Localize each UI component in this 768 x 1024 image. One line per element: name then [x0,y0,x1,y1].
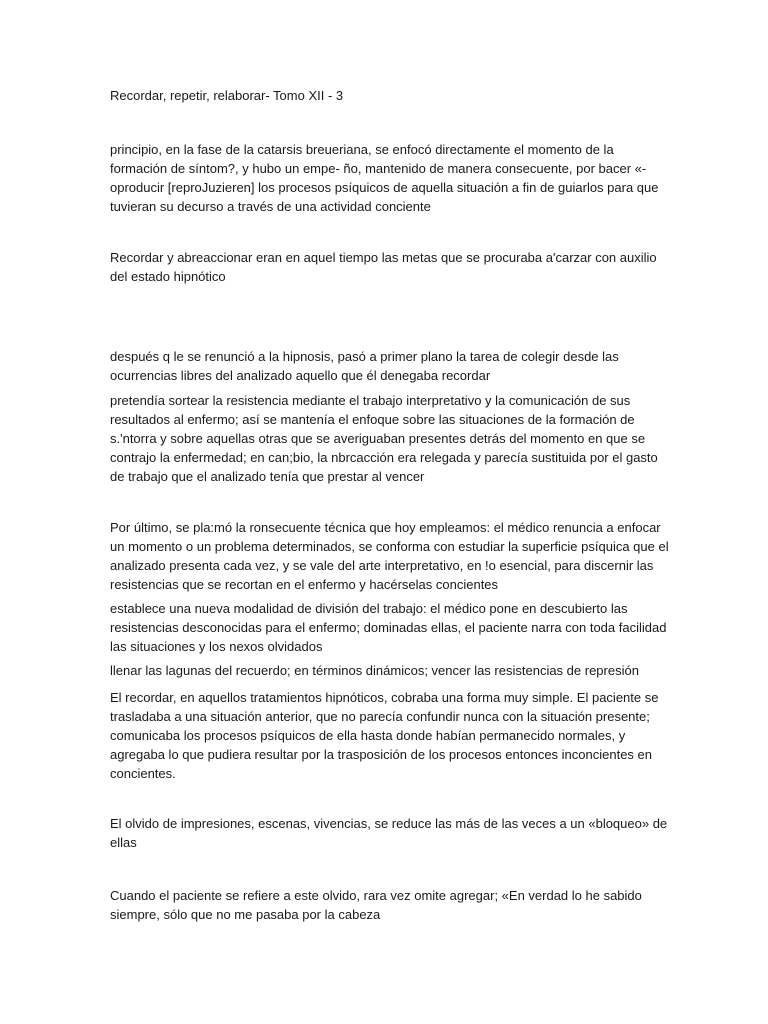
document-title: Recordar, repetir, relaborar- Tomo XII - 3 [110,88,344,103]
paragraph-10: Cuando el paciente se refiere a este olvido, rara vez omite agregar; «En verdad lo he sabido siempre, sólo que no me pasaba por la cabeza [110,888,642,922]
paragraph-7: llenar las lagunas del recuerdo; en términos dinámicos; vencer las resistencias de represión [110,663,639,678]
paragraph-3: después q le se renunció a la hipnosis, pasó a primer plano la tarea de colegir desde las ocurrencias libres del analizado aquello que él denegaba recordar [110,349,619,383]
paragraph-4: pretendía sortear la resistencia mediante el trabajo interpretativo y la comunicación de sus resultados al enfermo; así se mantenía el enfoque sobre las situaciones de la formación de s.'ntorra y sobre aquellas otras que se averiguaban presentes detrás del momento en que se contrajo la enfermedad; en can;bio, la nbrcacción era relegada y parecía sustituida por el gasto de trabajo que el analizado tenía que prestar al vencer [110,393,658,484]
paragraph-9: El olvido de impresiones, escenas, vivencias, se reduce las más de las veces a un «bloqueo» de ellas [110,816,668,850]
paragraph-8: El recordar, en aquellos tratamientos hipnóticos, cobraba una forma muy simple. El paciente se trasladaba a una situación anterior, que no parecía confundir nunca con la situación presente; comunicaba los procesos psíquicos de ella hasta donde habían permanecido normales, y agregaba lo que pudiera resultar por la trasposición de los procesos entonces inconcientes en concientes. [110,690,659,781]
paragraph-2: Recordar y abreaccionar eran en aquel tiempo las metas que se procuraba a'carzar con auxilio del estado hipnótico [110,250,657,284]
paragraph-5: Por último, se pla:mó la ronsecuente técnica que hoy empleamos: el médico renuncia a enfocar un momento o un problema determinados, se conforma con estudiar la superficie psíquica que el analizado presenta cada vez, y se vale del arte interpretativo, en !o esencial, para discernir las resistencias que se recortan en el enfermo y hacérselas concientes [110,520,669,592]
paragraph-1: principio, en la fase de la catarsis breueriana, se enfocó directamente el momento de la formación de síntom?, y hubo un empe- ño, mantenido de manera consecuente, por bacer «-oproducir [reproJuzieren] los procesos psíquicos de aquella situación a fin de guiarlos para que tuvieran su decurso a través de una actividad conciente [110,142,659,214]
paragraph-6: establece una nueva modalidad de división del trabajo: el médico pone en descubierto las resistencias desconocidas para el enfermo; dominadas ellas, el paciente narra con toda facilidad las situaciones y los nexos olvidados [110,601,667,654]
